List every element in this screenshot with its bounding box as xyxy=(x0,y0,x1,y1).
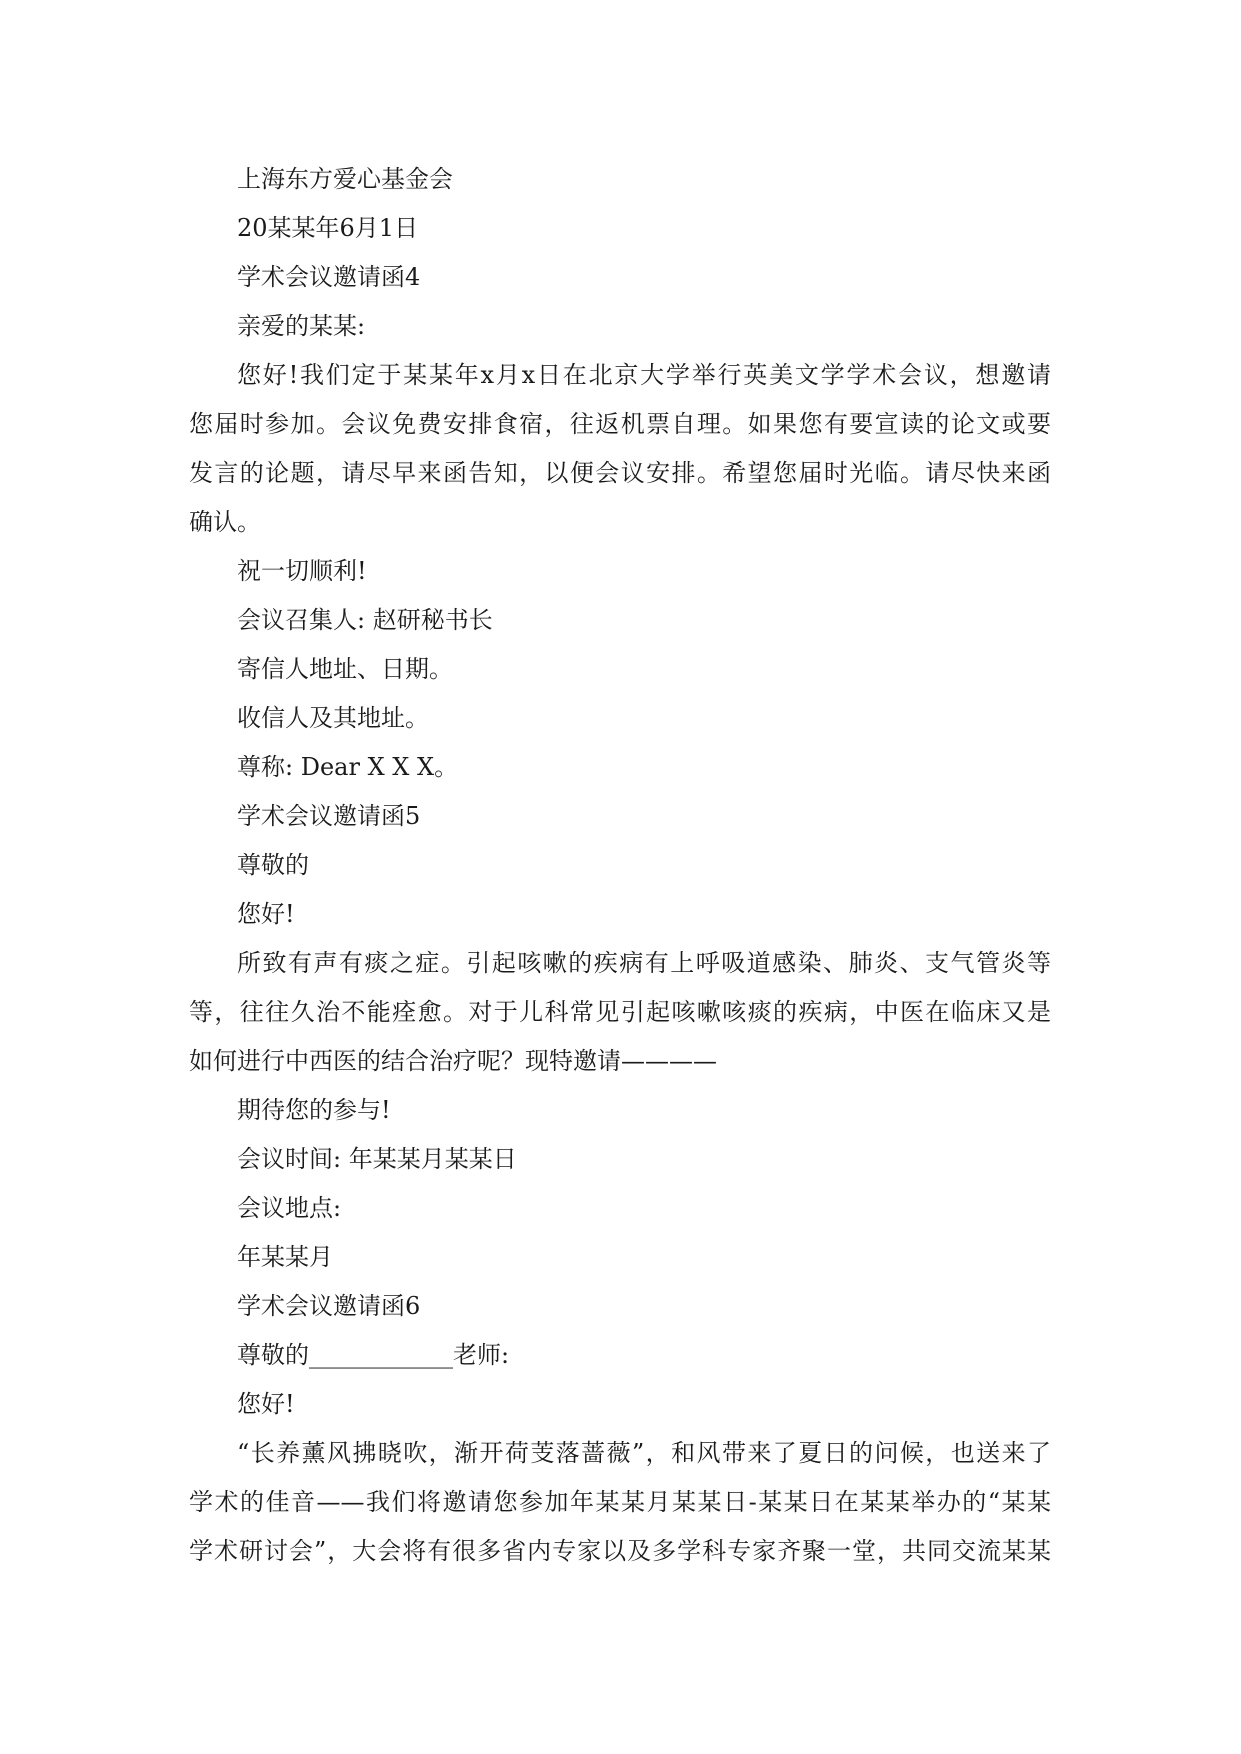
paragraph-line: 学术的佳音——我们将邀请您参加年某某月某某日-某某日在某某举办的“某某 xyxy=(189,1488,1051,1516)
paragraph-line: 所致有声有痰之症。引起咳嗽的疾病有上呼吸道感染、肺炎、支气管炎等 xyxy=(237,949,1051,977)
paragraph-line: 确认。 xyxy=(189,508,261,536)
hello-line-6: 您好! xyxy=(237,1390,295,1418)
closing-wish: 祝一切顺利! xyxy=(237,557,367,585)
document-page xyxy=(189,155,1051,1576)
respect-line-5: 尊敬的 xyxy=(237,851,309,879)
letter-date: 20某某年6月1日 xyxy=(237,214,419,242)
paragraph-body-6 xyxy=(189,1429,1051,1576)
salutation-line: 尊称: Dear X X X。 xyxy=(237,753,459,781)
paragraph-line: 如何进行中西医的结合治疗呢？现特邀请———— xyxy=(189,1047,717,1075)
convener-line: 会议召集人: 赵研秘书长 xyxy=(237,606,493,634)
paragraph-line: 您好!我们定于某某年x月x日在北京大学举行英美文学学术会议，想邀请 xyxy=(237,361,1051,389)
paragraph-line: “长养薰风拂晓吹，渐开荷芰落蔷薇”，和风带来了夏日的问候，也送来了 xyxy=(237,1439,1051,1467)
paragraph-body-5 xyxy=(189,939,1051,1086)
paragraph-line: 学术研讨会”，大会将有很多省内专家以及多学科专家齐聚一堂，共同交流某某 xyxy=(189,1537,1051,1565)
recipient-address-line: 收信人及其地址。 xyxy=(237,704,429,732)
paragraph-body-4 xyxy=(189,351,1051,547)
respect-line-6: 尊敬的____________老师: xyxy=(237,1341,510,1369)
meeting-place-line: 会议地点: xyxy=(237,1194,342,1222)
section-heading-5: 学术会议邀请函5 xyxy=(237,802,421,830)
paragraph-line: 等，往往久治不能痊愈。对于儿科常见引起咳嗽咳痰的疾病，中医在临床又是 xyxy=(189,998,1051,1026)
meeting-time-line: 会议时间: 年某某月某某日 xyxy=(237,1145,517,1173)
year-month-line: 年某某月 xyxy=(237,1243,333,1271)
sender-address-line: 寄信人地址、日期。 xyxy=(237,655,453,683)
paragraph-line: 您届时参加。会议免费安排食宿，往返机票自理。如果您有要宣读的论文或要 xyxy=(189,410,1051,438)
section-heading-4: 学术会议邀请函4 xyxy=(237,263,421,291)
paragraph-line: 发言的论题，请尽早来函告知，以便会议安排。希望您届时光临。请尽快来函 xyxy=(189,459,1051,487)
expect-line: 期待您的参与! xyxy=(237,1096,391,1124)
hello-line-5: 您好! xyxy=(237,900,295,928)
greeting-4: 亲爱的某某: xyxy=(237,312,366,340)
section-heading-6: 学术会议邀请函6 xyxy=(237,1292,421,1320)
organization-name: 上海东方爱心基金会 xyxy=(237,165,453,193)
